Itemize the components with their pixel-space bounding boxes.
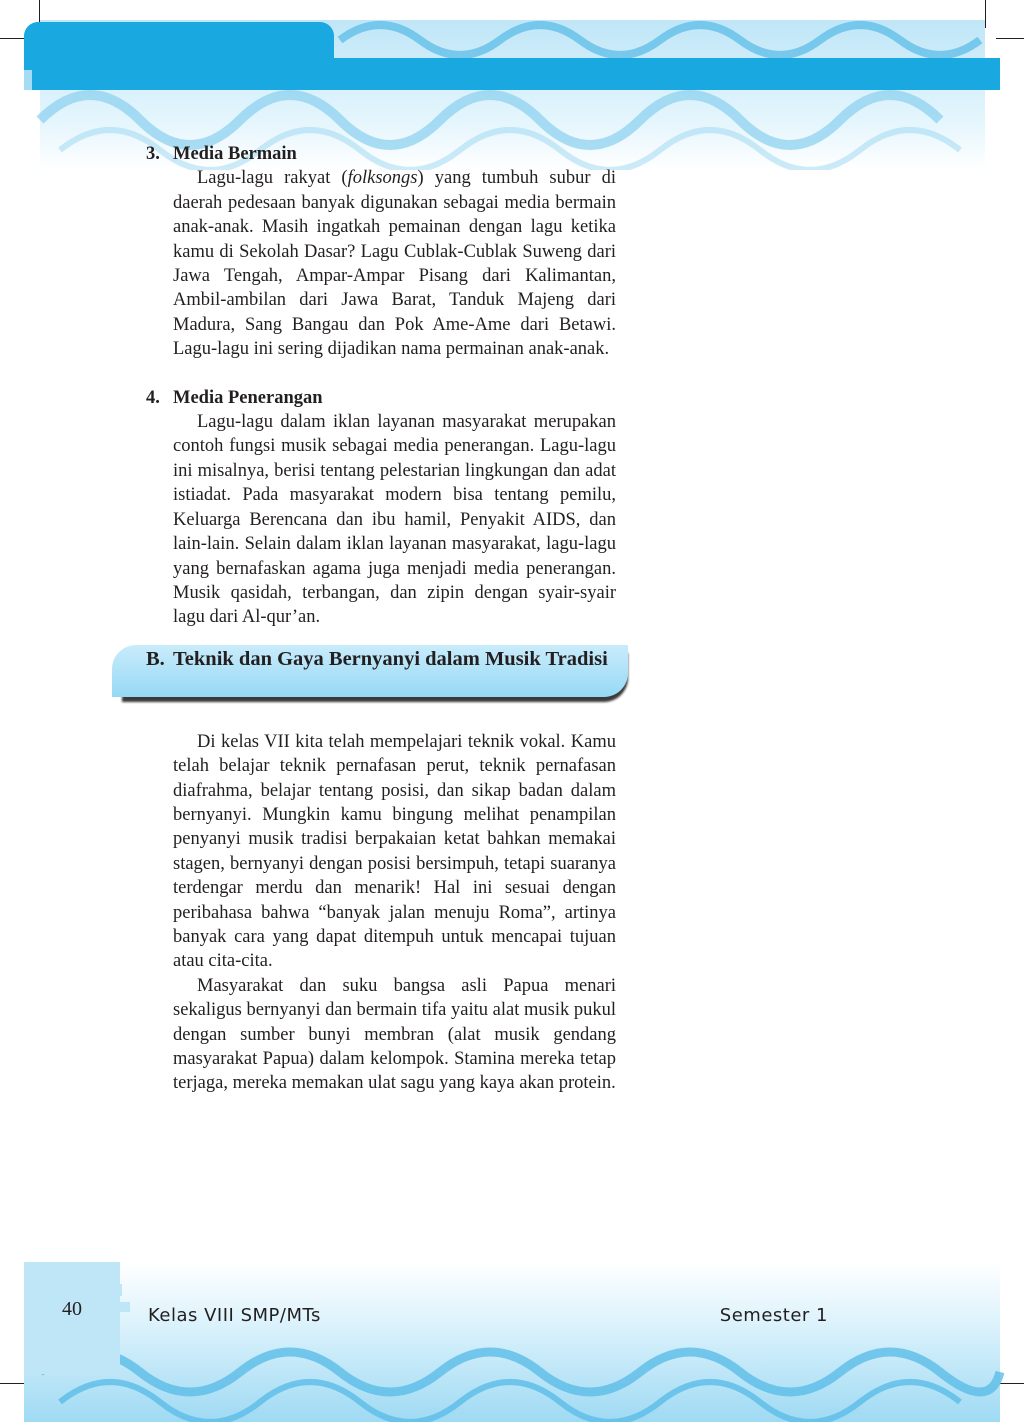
section-paragraph: Masyarakat dan suku bangsa asli Papua menari sekaligus bernyanyi dan bermain tifa yaitu alat musik pukul dengan sumber bunyi membran (alat musik gendang masyarakat Papua) dalam kelompok. Stamina mereka tetap terjaga, mereka memakan ulat sagu yang kaya akan protein.: [173, 975, 616, 1094]
paragraph-italic: folksongs: [347, 168, 418, 189]
section-media-bermain: [146, 142, 616, 362]
page-number: 40: [62, 1298, 82, 1320]
section-heading: [146, 386, 616, 410]
paragraph-text: Lagu-lagu rakyat (: [197, 168, 348, 189]
section-b-title: Teknik dan Gaya Bernyanyi dalam Musik Tradisi: [173, 647, 608, 670]
section-paragraph: [173, 166, 616, 361]
section-number: 3.: [146, 144, 160, 164]
section-media-penerangan: [146, 386, 616, 630]
section-letter: B.: [146, 647, 165, 670]
section-b-heading-box: [112, 645, 630, 702]
footer-semester: Semester 1: [719, 1305, 828, 1326]
section-b-body: [146, 730, 616, 1096]
footer-book-title: Kelas VIII SMP/MTs: [148, 1305, 321, 1326]
page-content: [146, 142, 616, 1096]
section-paragraph: Lagu-lagu dalam iklan layanan masyarakat merupakan contoh fungsi musik sebagai media penerangan. Lagu-lagu ini misalnya, berisi tentang pelestarian lingkungan dan adat istiadat. Pada masyarakat modern bisa tentang pemilu, Keluarga Berencana dan ibu hamil, Penyakit AIDS, dan lain-lain. Selain dalam iklan layanan masyarakat, lagu-lagu yang bernafaskan agama juga menjadi media penerangan. Musik qasidah, terbangan, dan zipin dengan syair-syair lagu dari Al-qur’an.: [173, 412, 616, 628]
section-title: Media Penerangan: [173, 387, 323, 408]
footer-decoration: [0, 1262, 1024, 1422]
section-title: Media Bermain: [173, 144, 297, 164]
section-paragraph: Di kelas VII kita telah mempelajari teknik vokal. Kamu telah belajar teknik pernafasan perut, teknik pernafasan diafrahma, belajar tentang posisi, dan sikap badan dalam bernyanyi. Mungkin kamu bingung melihat penampilan penyanyi musik tradisi berpakaian ketat bahkan memakai stagen, bernyanyi dengan posisi bersimpuh, tetapi suaranya terdengar merdu dan menarik! Hal ini sesuai dengan peribahasa bahwa “banyak jalan menuju Roma”, artinya banyak cara yang dapat ditempuh untuk mencapai tujuan atau cita-cita.: [173, 731, 616, 972]
section-heading: [146, 142, 616, 166]
paragraph-text: ) yang tumbuh subur di daerah pedesaan banyak digunakan sebagai media bermain anak-anak. Masih ingatkah pemainan dengan lagu ketika kamu di Sekolah Dasar? Lagu Cublak-Cublak Suweng dari Jawa Tengah, Ampar-Ampar Pisang dari Kalimantan, Ambil-ambilan dari Jawa Barat, Tanduk Majeng dari Madura, Sang Bangau dan Pok Ame-Ame dari Betawi. Lagu-lagu ini sering dijadikan nama permainan anak-anak.: [173, 168, 616, 360]
section-number: 4.: [146, 387, 160, 408]
section-b-heading: [146, 648, 616, 672]
